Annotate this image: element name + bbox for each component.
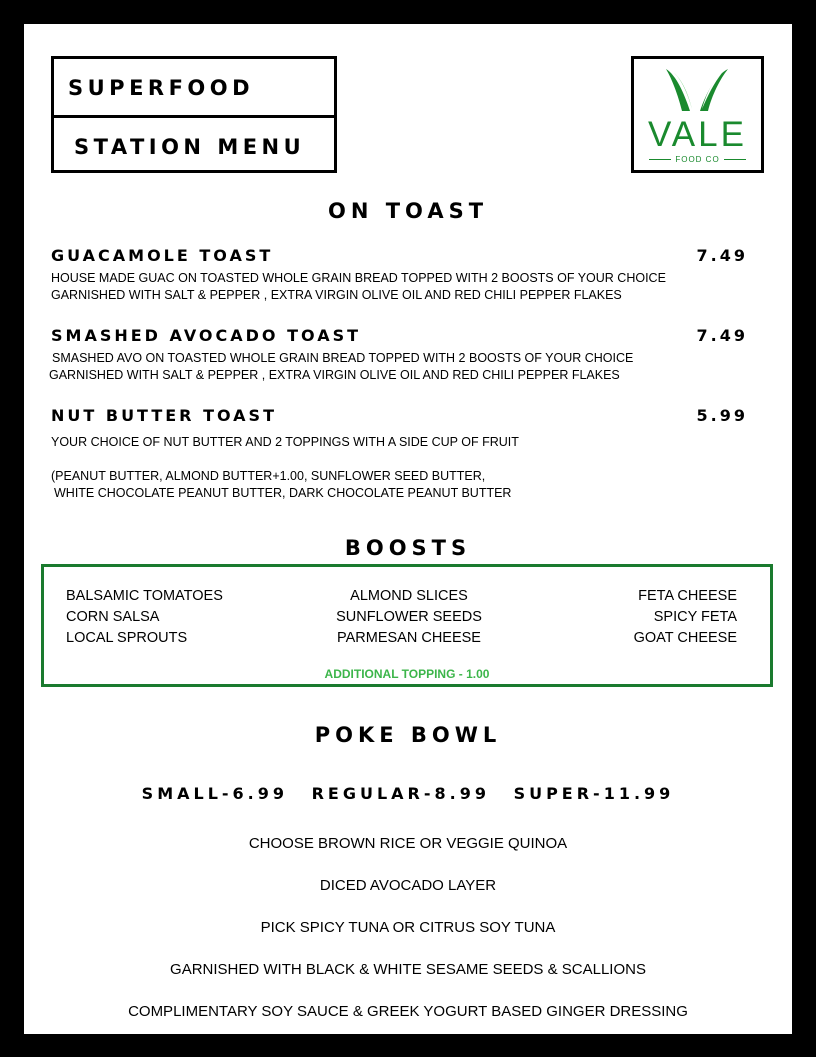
menu-title-line1: SUPERFOOD xyxy=(68,76,255,100)
menu-item-description: (PEANUT BUTTER, ALMOND BUTTER+1.00, SUNFLOWER SEED BUTTER, xyxy=(51,469,486,483)
menu-item-description: GARNISHED WITH SALT & PEPPER , EXTRA VIRGIN OLIVE OIL AND RED CHILI PEPPER FLAKES xyxy=(51,288,622,302)
poke-step: DICED AVOCADO LAYER xyxy=(319,877,497,894)
boost-item: FETA CHEESE xyxy=(638,588,737,604)
poke-step: COMPLIMENTARY SOY SAUCE & GREEK YOGURT BASED GINGER DRESSING xyxy=(128,1003,688,1020)
menu-item-description: GARNISHED WITH SALT & PEPPER , EXTRA VIRGIN OLIVE OIL AND RED CHILI PEPPER FLAKES xyxy=(49,368,620,382)
boost-item: ALMOND SLICES xyxy=(350,588,468,604)
boost-item: SPICY FETA xyxy=(653,609,737,625)
poke-size-price: REGULAR-8.99 xyxy=(311,784,490,803)
menu-item-description: YOUR CHOICE OF NUT BUTTER AND 2 TOPPINGS WITH A SIDE CUP OF FRUIT xyxy=(51,435,519,449)
menu-item-price: 7.49 xyxy=(696,326,748,345)
menu-item-description: SMASHED AVO ON TOASTED WHOLE GRAIN BREAD TOPPED WITH 2 BOOSTS OF YOUR CHOICE xyxy=(52,351,634,365)
boosts-column xyxy=(66,586,223,649)
logo-subtitle: FOOD CO xyxy=(634,155,761,164)
boost-item: GOAT CHEESE xyxy=(633,630,737,646)
menu-title-box xyxy=(51,56,337,173)
poke-step: PICK SPICY TUNA OR CITRUS SOY TUNA xyxy=(260,919,556,936)
menu-page xyxy=(24,24,792,1034)
logo-wordmark: VALE xyxy=(648,115,747,154)
menu-item-price: 7.49 xyxy=(696,246,748,265)
menu-item-price: 5.99 xyxy=(696,406,748,425)
title-divider xyxy=(54,115,334,118)
boosts-column xyxy=(294,586,524,649)
vale-logo xyxy=(631,56,764,173)
v-leaf-logo-icon xyxy=(662,65,734,115)
menu-title-line2: STATION MENU xyxy=(74,135,306,159)
boosts-column xyxy=(634,586,737,649)
on-toast-heading: ON TOAST xyxy=(327,199,489,223)
additional-topping-note: ADDITIONAL TOPPING - 1.00 xyxy=(324,667,490,681)
menu-item-name: GUACAMOLE TOAST xyxy=(51,246,274,265)
boost-item: BALSAMIC TOMATOES xyxy=(66,588,223,604)
poke-bowl-heading: POKE BOWL xyxy=(314,723,502,747)
poke-step: GARNISHED WITH BLACK & WHITE SESAME SEEDS & SCALLIONS xyxy=(170,961,646,978)
boost-item: LOCAL SPROUTS xyxy=(66,630,188,646)
menu-item-description: WHITE CHOCOLATE PEANUT BUTTER, DARK CHOCOLATE PEANUT BUTTER xyxy=(54,486,512,500)
poke-size-price: SUPER-11.99 xyxy=(513,784,675,803)
boost-item: PARMESAN CHEESE xyxy=(337,630,481,646)
boosts-heading: BOOSTS xyxy=(344,536,472,560)
boosts-box xyxy=(41,564,773,687)
poke-size-price: SMALL-6.99 xyxy=(141,784,289,803)
poke-bowl-sizes xyxy=(24,784,792,803)
boost-item: SUNFLOWER SEEDS xyxy=(336,609,482,625)
boost-item: CORN SALSA xyxy=(66,609,160,625)
menu-item-name: SMASHED AVOCADO TOAST xyxy=(51,326,362,345)
poke-step: CHOOSE BROWN RICE OR VEGGIE QUINOA xyxy=(248,835,568,852)
menu-item-description: HOUSE MADE GUAC ON TOASTED WHOLE GRAIN BREAD TOPPED WITH 2 BOOSTS OF YOUR CHOICE xyxy=(51,271,666,285)
menu-item-name: NUT BUTTER TOAST xyxy=(51,406,277,425)
